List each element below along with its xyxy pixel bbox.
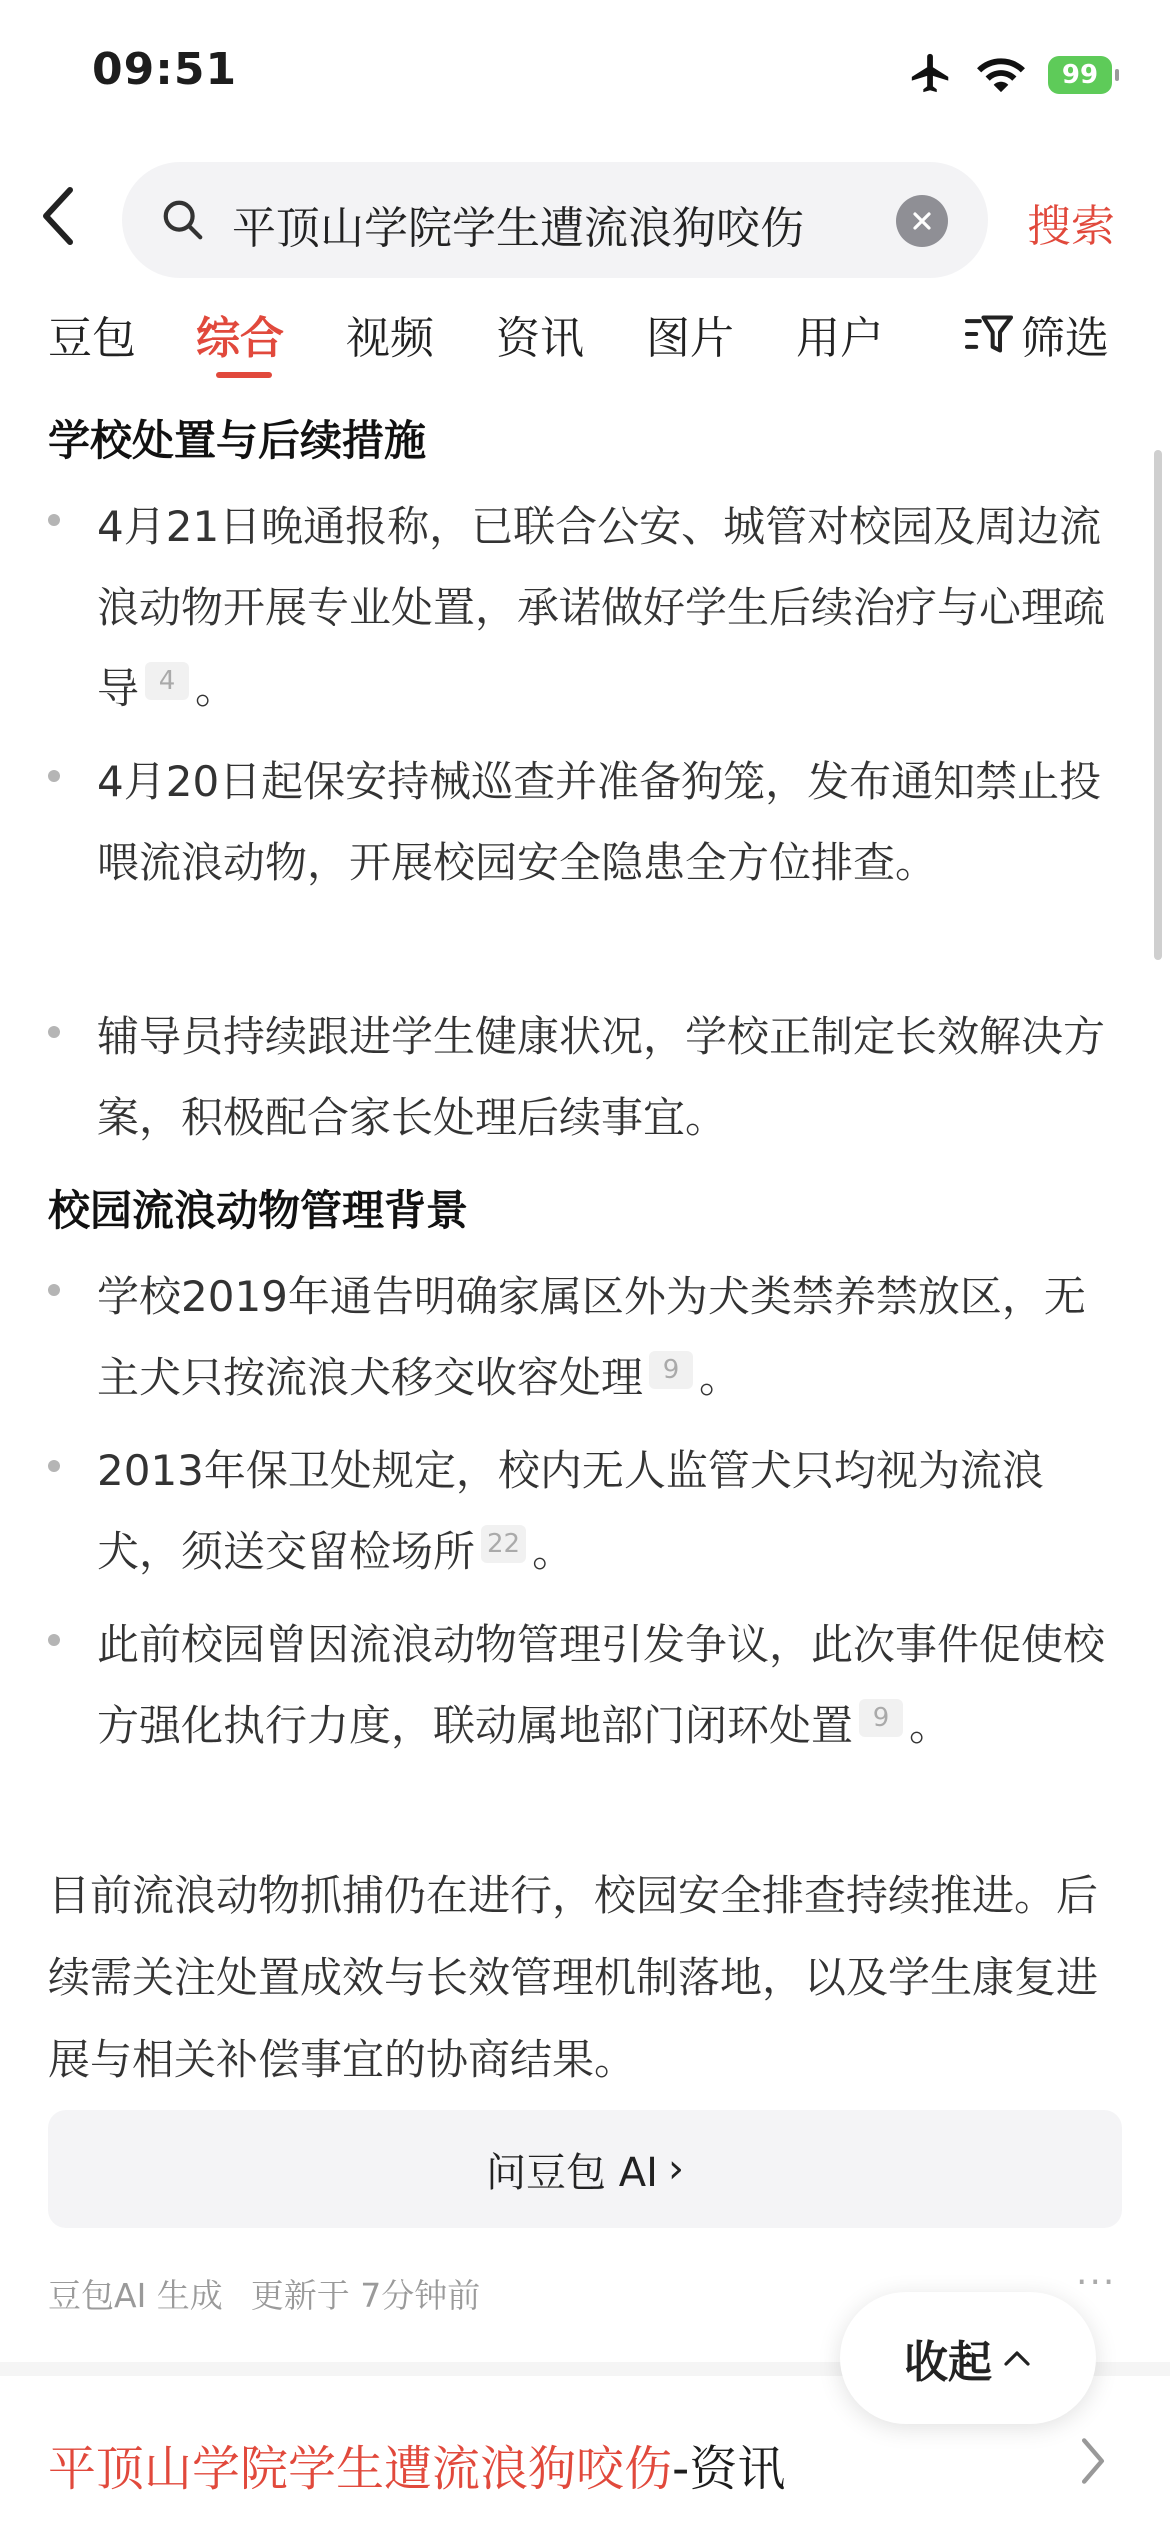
list-item-end: 。	[909, 1701, 952, 1750]
chevron-left-icon	[38, 186, 78, 246]
list-item-text: 2013年保卫处规定，校内无人监管犬只均视为流浪犬，须送交留检场所	[97, 1446, 1044, 1576]
list-item	[97, 996, 1117, 1158]
list-item-text: 此前校园曾因流浪动物管理引发争议，此次事件促使校方强化执行力度，联动属地部门闭环处置	[97, 1620, 1106, 1750]
scrollbar[interactable]	[1154, 450, 1162, 960]
tab-images[interactable]: 图片	[646, 313, 734, 364]
battery-level: 99	[1061, 60, 1099, 90]
citation-badge[interactable]: 22	[481, 1525, 526, 1563]
ai-source: 豆包AI 生成	[48, 2276, 223, 2315]
list-item	[97, 1430, 1117, 1592]
list-item	[97, 741, 1117, 903]
result-title-link[interactable]	[48, 2430, 785, 2499]
list-item-text: 4月21日晚通报称，已联合公安、城管对校园及周边流浪动物开展专业处置，承诺做好学生后续治疗与心理疏导	[97, 502, 1106, 713]
tab-comprehensive[interactable]: 综合	[196, 313, 284, 364]
status-time: 09:51	[92, 44, 238, 95]
clear-search-button[interactable]	[896, 195, 948, 247]
list-item-text: 4月20日起保安持械巡查并准备狗笼，发布通知禁止投喂流浪动物，开展校园安全隐患全方位排查。	[97, 757, 1102, 887]
citation-badge[interactable]: 9	[859, 1699, 903, 1737]
close-icon	[910, 209, 934, 233]
bullet-icon	[48, 1460, 60, 1472]
result-title-highlight: 平顶山学院学生遭流浪狗咬伤	[48, 2441, 673, 2497]
chevron-right-icon[interactable]	[1078, 2436, 1108, 2490]
tab-video[interactable]: 视频	[346, 313, 434, 364]
citation-badge[interactable]: 9	[649, 1351, 693, 1389]
search-button[interactable]: 搜索	[1027, 201, 1115, 252]
citation-badge[interactable]: 4	[145, 662, 189, 700]
list-item-text: 辅导员持续跟进学生健康状况，学校正制定长效解决方案，积极配合家长处理后续事宜。	[97, 1012, 1106, 1142]
list-item-end: 。	[532, 1527, 575, 1576]
wifi-icon	[976, 52, 1026, 98]
tab-users[interactable]: 用户	[796, 313, 884, 364]
bullet-icon	[48, 514, 60, 526]
bullet-icon	[48, 1284, 60, 1296]
list-item-end: 。	[699, 1353, 742, 1402]
list-item-end: 。	[195, 664, 238, 713]
more-icon[interactable]: ···	[1076, 2262, 1117, 2303]
ask-doubao-ai-button[interactable]	[48, 2110, 1122, 2228]
result-title-suffix: -资讯	[672, 2441, 786, 2497]
summary-paragraph: 目前流浪动物抓捕仍在进行，校园安全排查持续推进。后续需关注处置成效与长效管理机制落地，以及学生康复进展与相关补偿事宜的协商结果。	[48, 1871, 1099, 2084]
list-item-text: 学校2019年通告明确家属区外为犬类禁养禁放区，无主犬只按流浪犬移交收容处理	[97, 1272, 1086, 1402]
bullet-icon	[48, 1026, 60, 1038]
search-input[interactable]: 平顶山学院学生遭流浪狗咬伤	[232, 203, 804, 254]
status-icons	[908, 50, 1112, 100]
tab-news[interactable]: 资讯	[496, 313, 584, 364]
chevron-right-icon: ›	[667, 2146, 684, 2192]
list-item	[97, 1604, 1117, 1766]
ai-meta	[48, 2270, 480, 2317]
back-button[interactable]	[38, 186, 88, 246]
airplane-icon	[908, 50, 954, 100]
battery-charging-icon	[1048, 56, 1112, 94]
bullet-icon	[48, 770, 60, 782]
list-item	[97, 486, 1117, 729]
search-box[interactable]	[122, 162, 988, 278]
bullet-icon	[48, 1634, 60, 1646]
search-icon	[160, 197, 206, 247]
collapse-label: 收起	[904, 2337, 992, 2388]
tab-doubao[interactable]: 豆包	[48, 313, 136, 364]
section-heading: 校园流浪动物管理背景	[48, 1186, 469, 1235]
list-item	[97, 1256, 1117, 1418]
filter-icon	[965, 312, 1013, 356]
active-tab-indicator	[216, 372, 272, 378]
chevron-up-icon	[1002, 2348, 1032, 2368]
filter-label: 筛选	[1021, 313, 1109, 364]
collapse-button[interactable]	[840, 2292, 1096, 2424]
ask-button-label: 问豆包 AI	[486, 2149, 658, 2196]
filter-button[interactable]	[965, 302, 1109, 366]
updated-time: 更新于 7分钟前	[250, 2276, 481, 2315]
section-heading: 学校处置与后续措施	[48, 416, 427, 465]
